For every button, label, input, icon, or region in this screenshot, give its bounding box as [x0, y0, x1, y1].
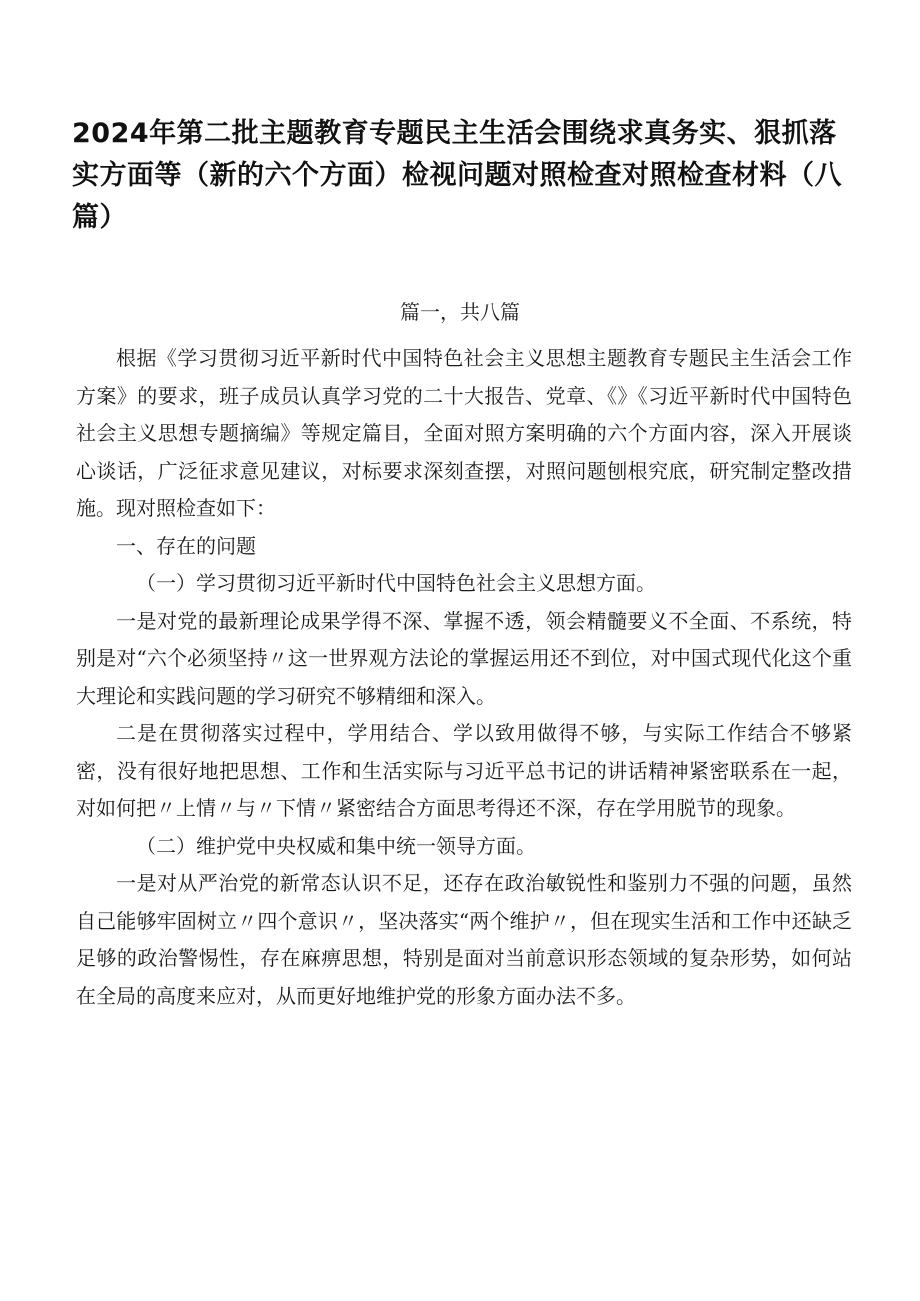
subheading-study-thought: （一）学习贯彻习近平新时代中国特色社会主义思想方面。 — [136, 571, 656, 595]
document-title: 2024年第二批主题教育专题民主生活会围绕求真务实、狠抓落实方面等（新的六个方面）检视问题对照检查对照检查材料（八篇） — [72, 118, 842, 233]
paragraph-intro: 根据《学习贯彻习近平新时代中国特色社会主义思想主题教育专题民主生活会工作方案》的要求，班子成员认真学习党的二十大报告、党章、《》《习近平新时代中国特色社会主义思想专题摘编》等规定篇目，全面对照方案明确的六个方面内容，深入开展谈心谈话，广泛征求意见建议，对标要求深刻查摆，对照问题刨根究底，研究制定整改措施。现对照检查如下： — [76, 346, 852, 520]
heading-existing-problems: 一、存在的问题 — [116, 533, 256, 558]
paragraph-point-3: 一是对从严治党的新常态认识不足，还存在政治敏锐性和鉴别力不强的问题，虽然自己能够牢固树立〃四个意识〃，坚决落实“两个维护〃，但在现实生活和工作中还缺乏足够的政治警惕性，存在麻痹思想，特别是面对当前意识形态领域的复杂形势，如何站在全局的高度来应对，从而更好地维护党的形象方面办法不多。 — [76, 871, 852, 1008]
section-heading: 篇一，共八篇 — [400, 300, 520, 324]
subheading-central-authority: （二）维护党中央权威和集中统一领导方面。 — [136, 833, 536, 858]
document-body — [76, 340, 852, 1015]
paragraph-point-2: 二是在贯彻落实过程中，学用结合、学以致用做得不够，与实际工作结合不够紧密，没有很好地把思想、工作和生活实际与习近平总书记的讲话精神紧密联系在一起，对如何把〃上情〃与〃下情〃紧密结合方面思考得还不深，存在学用脱节的现象。 — [76, 721, 852, 820]
paragraph-point-1: 一是对党的最新理论成果学得不深、掌握不透，领会精髓要义不全面、不系统，特别是对“六个必须坚持〃这一世界观方法论的掌握运用还不到位，对中国式现代化这个重大理论和实践问题的学习研究不够精细和深入。 — [76, 608, 852, 708]
